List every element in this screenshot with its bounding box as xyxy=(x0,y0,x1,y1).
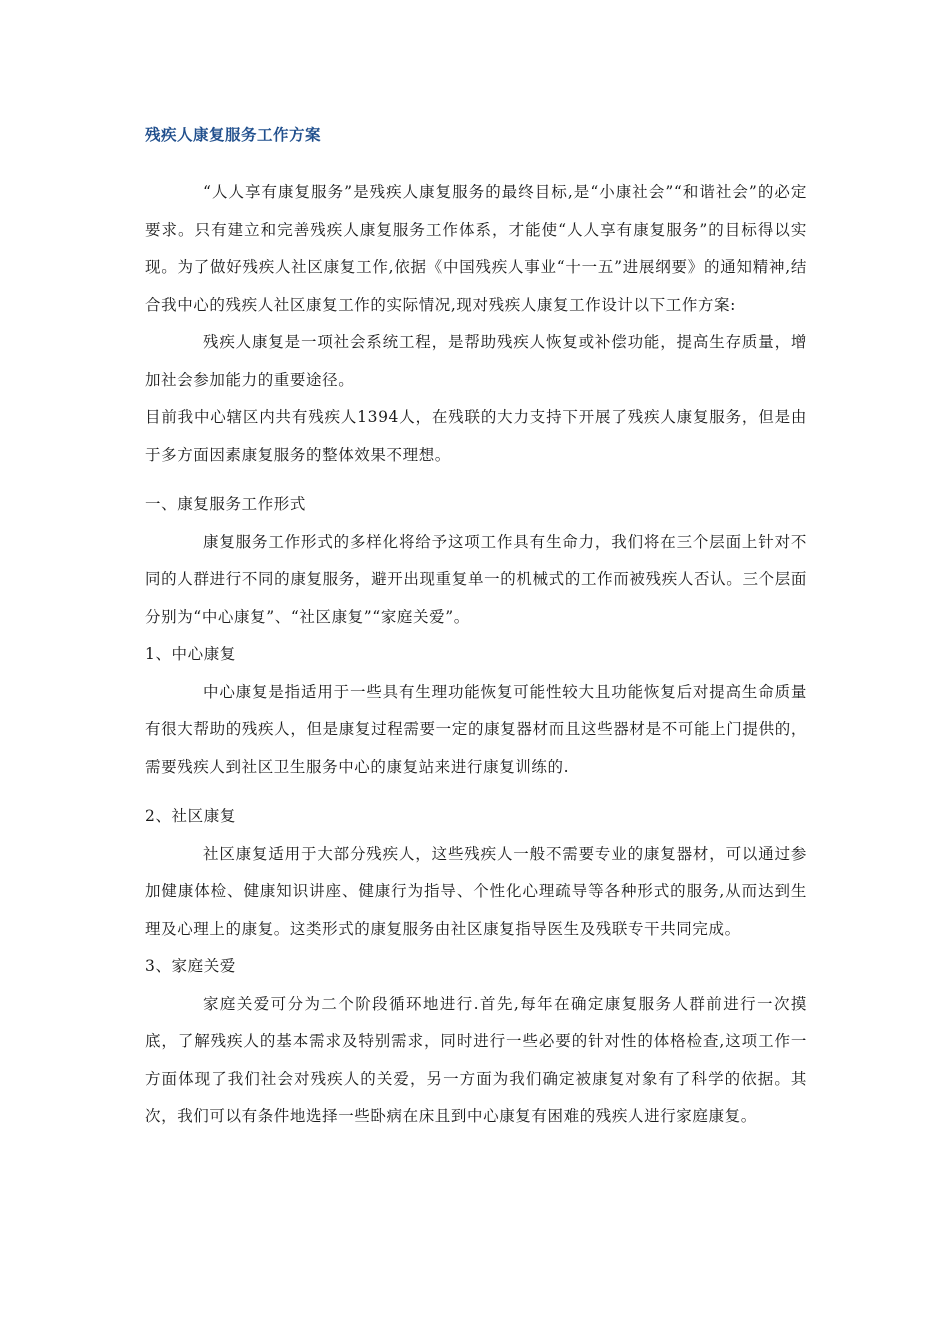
subsection-family-care-body: 家庭关爱可分为二个阶段循环地进行.首先,每年在确定康复服务人群前进行一次摸底，了解残疾人的基本需求及特别需求，同时进行一些必要的针对性的体格检查,这项工作一方面体现了我们社会对残疾人的关爱，另一方面为我们确定被康复对象有了科学的依据。其次，我们可以有条件地选择一些卧病在床且到中心康复有困难的残疾人进行家庭康复。 xyxy=(145,994,807,1125)
intro-paragraph: “人人享有康复服务”是残疾人康复服务的最终目标,是“小康社会”“和谐社会”的必定要求。只有建立和完善残疾人康复服务工作体系，才能使“人人享有康复服务”的目标得以实现。为了做好残疾人社区康复工作,依据《中国残疾人事业“十一五”进展纲要》的通知精神,结合我中心的残疾人社区康复工作的实际情况,现对残疾人康复工作设计以下工作方案: xyxy=(145,183,807,314)
subsection-center-rehab-body: 中心康复是指适用于一些具有生理功能恢复可能性较大且功能恢复后对提高生命质量有很大帮助的残疾人，但是康复过程需要一定的康复器材而且这些器材是不可能上门提供的，需要残疾人到社区卫生服务中心的康复站来进行康复训练的. xyxy=(145,682,807,776)
document-title: 残疾人康复服务工作方案 xyxy=(145,126,322,144)
section-heading-work-forms: 一、康复服务工作形式 xyxy=(145,495,307,513)
system-paragraph: 残疾人康复是一项社会系统工程，是帮助残疾人恢复或补偿功能，提高生存质量，增加社会参加能力的重要途径。 xyxy=(145,333,807,389)
current-status-paragraph: 目前我中心辖区内共有残疾人1394人，在残联的大力支持下开展了残疾人康复服务，但是由于多方面因素康复服务的整体效果不理想。 xyxy=(145,408,807,464)
subsection-heading-center-rehab: 1、中心康复 xyxy=(145,645,236,663)
document-page xyxy=(145,120,807,1136)
subsection-heading-family-care: 3、家庭关爱 xyxy=(145,957,236,975)
section-work-forms-body: 康复服务工作形式的多样化将给予这项工作具有生命力，我们将在三个层面上针对不同的人群进行不同的康复服务，避开出现重复单一的机械式的工作而被残疾人否认。三个层面分别为“中心康复”、“社区康复”“家庭关爱”。 xyxy=(145,532,807,626)
subsection-community-rehab-body: 社区康复适用于大部分残疾人，这些残疾人一般不需要专业的康复器材，可以通过参加健康体检、健康知识讲座、健康行为指导、个性化心理疏导等各种形式的服务,从而达到生理及心理上的康复。这类形式的康复服务由社区康复指导医生及残联专干共同完成。 xyxy=(145,844,807,938)
subsection-heading-community-rehab: 2、社区康复 xyxy=(145,807,236,825)
